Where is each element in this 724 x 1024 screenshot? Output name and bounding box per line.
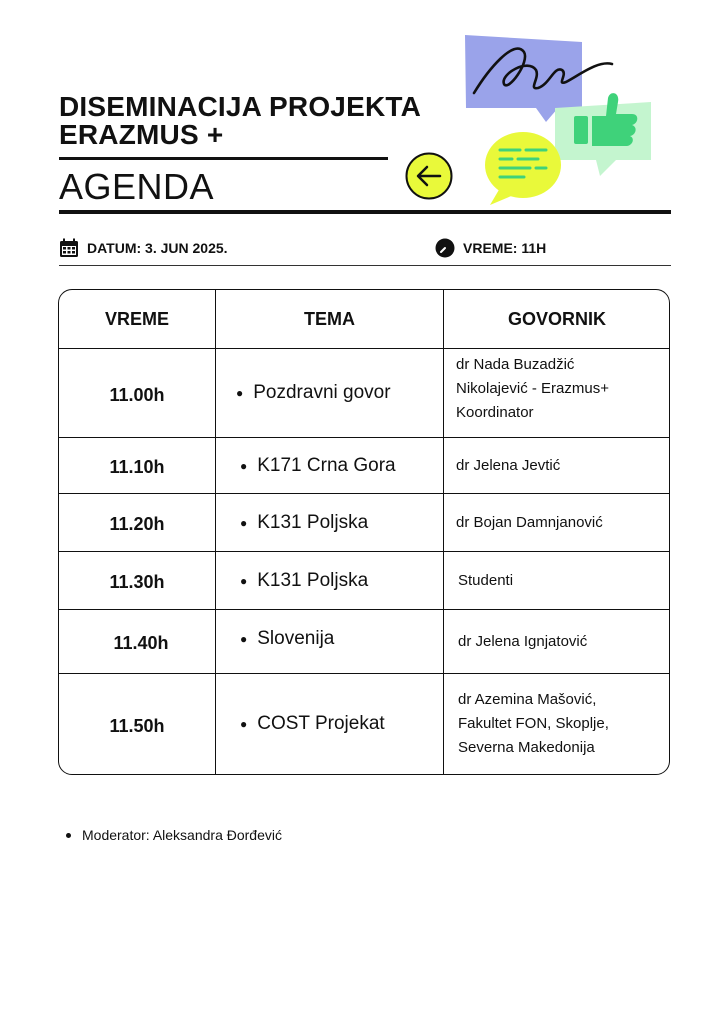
document-title [59,93,439,149]
topic-text: K171 Crna Gora [257,454,396,476]
row-topic [216,674,443,774]
speaker-line: dr Jelena Jevtić [456,456,561,474]
date-text: DATUM: 3. JUN 2025. [87,240,228,256]
row-speaker [444,674,670,774]
moderator-note [66,827,282,843]
agenda-heading: AGENDA [59,166,215,207]
speaker-line: dr Jelena Ignjatović [458,632,588,650]
speaker-line: dr Nada Buzadžić [456,356,575,373]
header-topic: TEMA [304,308,355,329]
topic-text: Slovenija [257,628,335,649]
header-time: VREME [104,308,169,329]
topic-text: K131 Poljska [257,511,369,533]
row-topic [216,610,443,668]
row-time: 11.30h [109,572,165,592]
heading-divider [59,210,671,214]
decorative-illustration [458,30,658,210]
row-time: 11.40h [113,633,169,653]
title-line-1: DISEMINACIJA PROJEKTA [59,91,422,122]
bullet-icon: ● [240,632,248,646]
row-speaker [444,349,670,437]
header-speaker: GOVORNIK [507,308,606,329]
topic-text: Pozdravni govor [253,382,391,403]
time-info [435,237,546,259]
bullet-icon: ● [240,515,248,530]
row-time: 11.10h [109,457,165,477]
row-topic [216,552,443,609]
topic-text: COST Projekat [257,713,385,734]
speaker-line: Nikolajević - Erazmus+ [456,380,609,397]
row-speaker [444,438,670,493]
time-text: VREME: 11H [463,240,547,256]
date-info [59,237,228,259]
row-time: 11.20h [109,514,165,534]
speaker-line: dr Bojan Damnjanović [456,513,603,531]
bullet-icon: ● [240,573,248,588]
speaker-line: dr Azemina Mašović, [458,691,597,708]
arrow-left-icon[interactable] [405,152,453,200]
meta-divider [59,265,671,266]
speaker-line: Fakultet FON, Skoplje, [458,715,609,732]
speaker-line: Severna Makedonija [458,739,595,756]
row-topic [216,349,443,437]
speaker-line: Studenti [458,571,514,589]
bullet-icon [66,833,71,838]
agenda-table [58,289,670,775]
row-speaker [444,610,670,673]
row-speaker [444,552,670,609]
calendar-icon [59,238,79,258]
chat-bubble-icon [485,132,561,205]
row-time: 11.50h [109,715,165,736]
topic-text: K131 Poljska [257,569,369,591]
title-line-2: ERAZMUS + [59,119,224,150]
row-speaker [444,494,670,551]
row-topic [216,494,443,551]
row-topic [216,438,443,493]
clock-icon [435,238,455,258]
moderator-text: Moderator: Aleksandra Đorđević [82,827,282,843]
row-time: 11.00h [109,384,165,405]
title-divider [59,157,388,160]
speaker-line: Koordinator [456,404,534,421]
bullet-icon: ● [240,717,248,731]
bullet-icon: ● [236,386,244,400]
bullet-icon: ● [240,458,248,473]
